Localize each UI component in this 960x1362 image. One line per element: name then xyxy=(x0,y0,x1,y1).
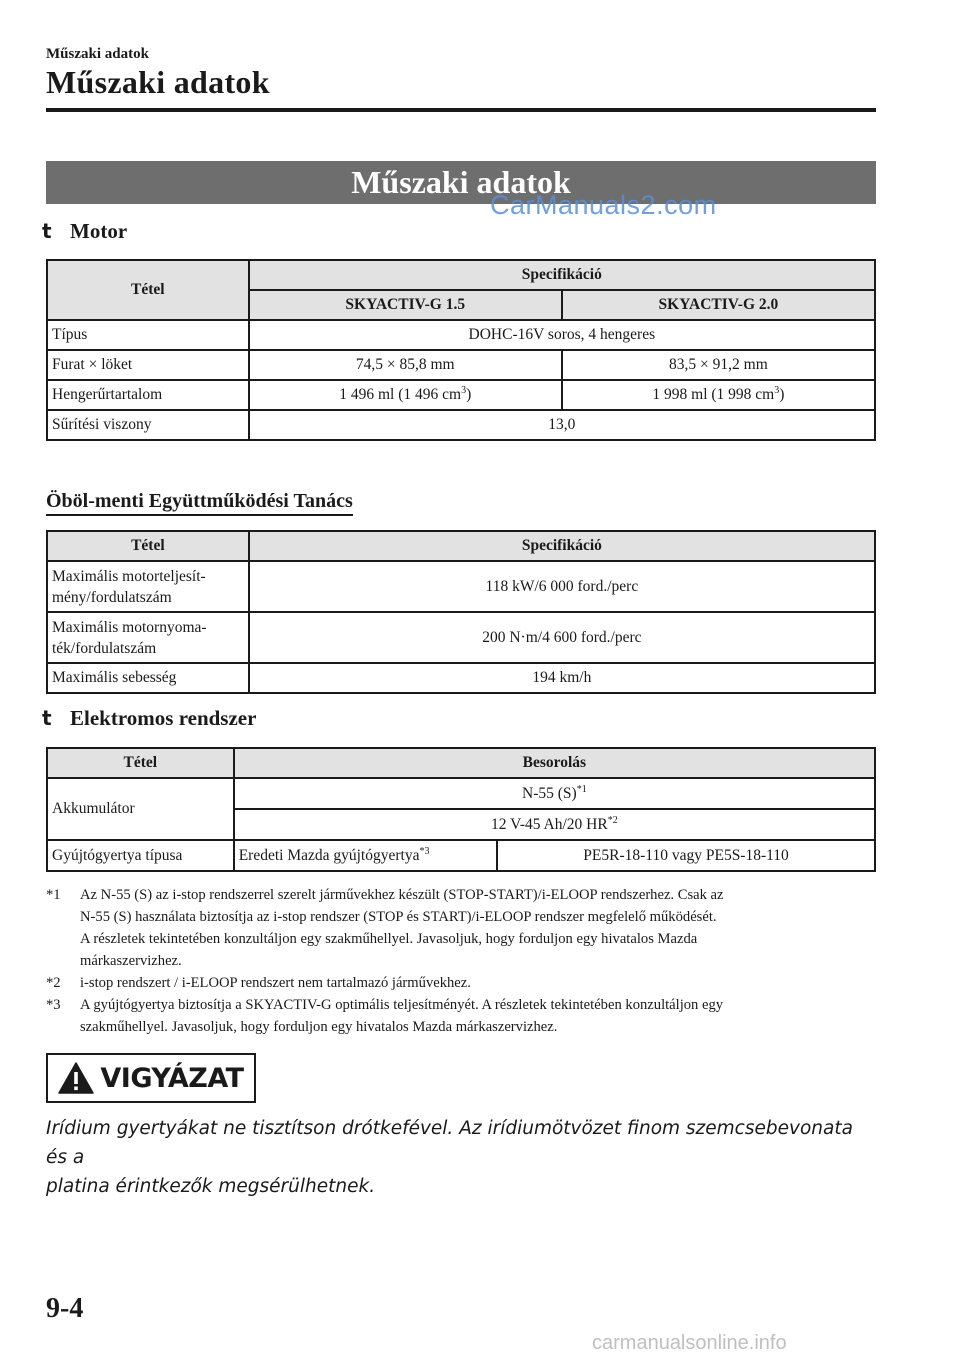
electric-section-title xyxy=(42,706,256,731)
row-value: 200 N·m/4 600 ford./perc xyxy=(249,612,875,663)
electric-table xyxy=(46,747,876,872)
gcc-section-title xyxy=(46,490,353,513)
table-row xyxy=(47,778,875,809)
header-rule xyxy=(46,108,876,112)
table-row xyxy=(47,380,875,410)
row-value: 118 kW/6 000 ford./perc xyxy=(249,561,875,612)
row-label: Akkumulátor xyxy=(47,778,234,840)
row-value: 13,0 xyxy=(249,410,875,440)
running-header-title: Műszaki adatok xyxy=(46,64,270,100)
row-label: Maximális motornyoma- ték/fordulatszám xyxy=(47,612,249,663)
row-label: Maximális motorteljesít- mény/fordulatszám xyxy=(47,561,249,612)
footnote: *2 i-stop rendszert / i-ELOOP rendszert nem tartalmazó járművekhez. xyxy=(46,975,471,991)
table-row xyxy=(47,663,875,693)
table-row xyxy=(47,840,875,871)
watermark-logo: CarManuals2.com xyxy=(490,190,717,220)
table-row xyxy=(47,612,875,663)
row-value: PE5R-18-110 vagy PE5S-18-110 xyxy=(497,840,875,871)
row-label: Gyújtógyertya típusa xyxy=(47,840,234,871)
gcc-col-spec: Specifikáció xyxy=(249,531,875,561)
row-value: 83,5 × 91,2 mm xyxy=(562,350,875,380)
row-value: 74,5 × 85,8 mm xyxy=(249,350,562,380)
table-row xyxy=(47,350,875,380)
section-bullet-icon: t xyxy=(42,706,52,730)
footnote: *3 A gyújtógyertya biztosítja a SKYACTIV-G optimális teljesítményét. A részletek tekintetében konzultáljon egy szakműhellyel. Javasoljuk, hogy forduljon egy hivatalos Mazda márkaszervizhez. xyxy=(46,997,724,1035)
electric-title: Elektromos rendszer xyxy=(70,706,257,730)
row-label: Furat × löket xyxy=(47,350,249,380)
row-label: Maximális sebesség xyxy=(47,663,249,693)
motor-col-item: Tétel xyxy=(47,260,249,320)
motor-title: Motor xyxy=(70,219,128,243)
motor-col-spec: Specifikáció xyxy=(249,260,875,290)
running-header-small: Műszaki adatok xyxy=(46,46,149,62)
row-label: Sűrítési viszony xyxy=(47,410,249,440)
motor-sub-2-0: SKYACTIV-G 2.0 xyxy=(562,290,875,320)
page-number: 9-4 xyxy=(46,1293,84,1324)
table-row xyxy=(47,410,875,440)
warning-triangle-icon xyxy=(58,1062,94,1094)
row-value: 1 998 ml (1 998 $cm^3$) xyxy=(562,380,875,410)
row-value: 1 496 ml (1 496 $cm^3$) xyxy=(249,380,562,410)
motor-table xyxy=(46,259,876,441)
row-value: N-55 $(S)^{*1}$ xyxy=(234,778,875,809)
row-value: 12 V-45 Ah/20 HR$^{*2}$ xyxy=(234,809,875,840)
table-row xyxy=(47,561,875,612)
row-label: Hengerűrtartalom xyxy=(47,380,249,410)
row-label: Típus xyxy=(47,320,249,350)
section-bullet-icon: t xyxy=(42,219,52,243)
motor-section-title xyxy=(42,219,127,244)
footer-watermark: carmanualsonline.info xyxy=(592,1332,787,1354)
gcc-table xyxy=(46,530,876,694)
footnote: *1 Az N-55 (S) az i-stop rendszerrel szerelt járművekhez készült (STOP-START)/i-ELOOP rendszerhez. Csak az N-55 (S) használata biztosítja az i-stop rendszer (STOP és START)/i-ELOOP rendszer megfelelő működését. A részletek tekintetében konzultáljon egy szakműhellyel. Javasoljuk, hogy forduljon egy hivatalos Mazda márkaszervizhez. xyxy=(46,887,724,969)
electric-col-item: Tétel xyxy=(47,748,234,778)
chapter-banner: Műszaki adatok xyxy=(46,161,876,204)
row-value: DOHC-16V soros, 4 hengeres xyxy=(249,320,875,350)
row-value: 194 km/h xyxy=(249,663,875,693)
row-value: Eredeti Mazda gyújtógyertya$^{*3}$ xyxy=(234,840,497,871)
gcc-col-item: Tétel xyxy=(47,531,249,561)
gcc-title: Öböl-menti Együttműködési Tanács xyxy=(46,490,353,516)
caution-text: Irídium gyertyákat ne tisztítson drótkefével. Az irídiumötvözet finom szemcsebevonata és a platina érintkezők megsérülhetnek. xyxy=(46,1118,853,1197)
electric-col-class: Besorolás xyxy=(234,748,875,778)
caution-label: VIGYÁZAT xyxy=(100,1062,244,1094)
table-row xyxy=(47,320,875,350)
footnotes xyxy=(46,884,881,1038)
motor-sub-1-5: SKYACTIV-G 1.5 xyxy=(249,290,562,320)
caution-label-box xyxy=(46,1053,256,1103)
